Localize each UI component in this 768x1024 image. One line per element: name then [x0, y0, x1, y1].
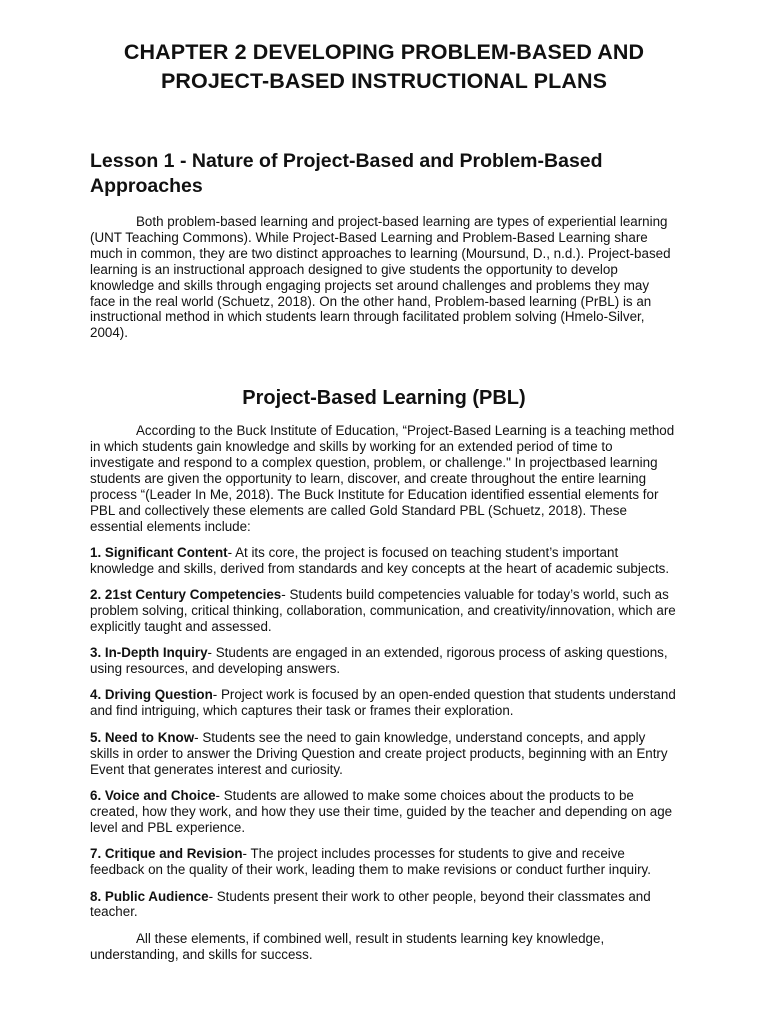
element-description: - Students present their work to other people, beyond their classmates and teacher. [90, 888, 651, 920]
element-item-need-to-know [90, 730, 678, 778]
element-description: - Students are allowed to make some choices about the products to be created, how they work, and how they use their time, guided by the teacher and depending on age level and PBL experience. [90, 787, 673, 835]
element-name: 7. Critique and Revision [90, 846, 243, 862]
element-description: - Project work is focused by an open-ended question that students understand and find intriguing, which captures their task or frames their exploration. [90, 687, 676, 719]
element-name: 6. Voice and Choice [90, 787, 216, 803]
element-item-21st-century-competencies [90, 587, 678, 635]
element-description: - Students see the need to gain knowledge, understand concepts, and apply skills in order to answer the Driving Question and create project products, beginning with an Entry Event that generates interest and curiosity. [90, 729, 668, 777]
element-item-driving-question [90, 687, 678, 719]
element-name: 2. 21st Century Competencies [90, 586, 282, 602]
element-description: - The project includes processes for students to give and receive feedback on the quality of their work, leading them to make revisions or conduct further inquiry. [90, 846, 651, 878]
element-description: - At its core, the project is focused on teaching student’s important knowledge and skills, derived from standards and key concepts at the heart of academic subjects. [90, 544, 670, 576]
element-item-public-audience [90, 889, 678, 921]
element-name: 4. Driving Question [90, 687, 213, 703]
chapter-title: CHAPTER 2 DEVELOPING PROBLEM-BASED AND PROJECT-BASED INSTRUCTIONAL PLANS [123, 40, 645, 93]
section-title: Project-Based Learning (PBL) [242, 387, 526, 410]
element-item-significant-content [90, 545, 678, 577]
closing-paragraph: All these elements, if combined well, result in students learning key knowledge, understanding, and skills for success. [90, 930, 605, 962]
element-name: 8. Public Audience [90, 888, 209, 904]
element-item-voice-and-choice [90, 788, 678, 836]
element-description: - Students build competencies valuable for today’s world, such as problem solving, critical thinking, collaboration, communication, and creativity/innovation, which are explicitly taught and assessed. [90, 586, 676, 634]
element-name: 1. Significant Content [90, 544, 228, 560]
element-item-in-depth-inquiry [90, 645, 678, 677]
lesson-title: Lesson 1 - Nature of Project-Based and Problem-Based Approaches [90, 150, 603, 197]
intro-paragraph: Both problem-based learning and project-based learning are types of experiential learning (UNT Teaching Commons). While Project-Based Learning and Problem-Based Learning share much in common, they are two distinct approaches to learning (Moursund, D., n.d.). Project-based learning is an instructional approach designed to give students the opportunity to develop knowledge and skills through engaging projects set around challenges and problems they may face in the real world (Schuetz, 2018). On the other hand, Problem-based learning (PrBL) is an instructional method in which students learn through facilitated problem solving (Hmelo-Silver, 2004). [90, 214, 671, 341]
element-item-critique-and-revision [90, 846, 678, 878]
element-name: 5. Need to Know [90, 729, 195, 745]
pbl-paragraph: According to the Buck Institute of Education, “Project-Based Learning is a teaching method in which students gain knowledge and skills by working for an extended period of time to investigate and respond to a complex question, problem, or challenge." In projectbased learning students are given the opportunity to learn, discover, and create throughout the entire learning process “(Leader In Me, 2018). The Buck Institute for Education identified essential elements for PBL and collectively these elements are called Gold Standard PBL (Schuetz, 2018). These essential elements include: [90, 423, 675, 534]
element-description: - Students are engaged in an extended, rigorous process of asking questions, using resources, and developing answers. [90, 645, 668, 677]
essential-elements-list [90, 545, 678, 921]
element-name: 3. In-Depth Inquiry [90, 645, 208, 661]
